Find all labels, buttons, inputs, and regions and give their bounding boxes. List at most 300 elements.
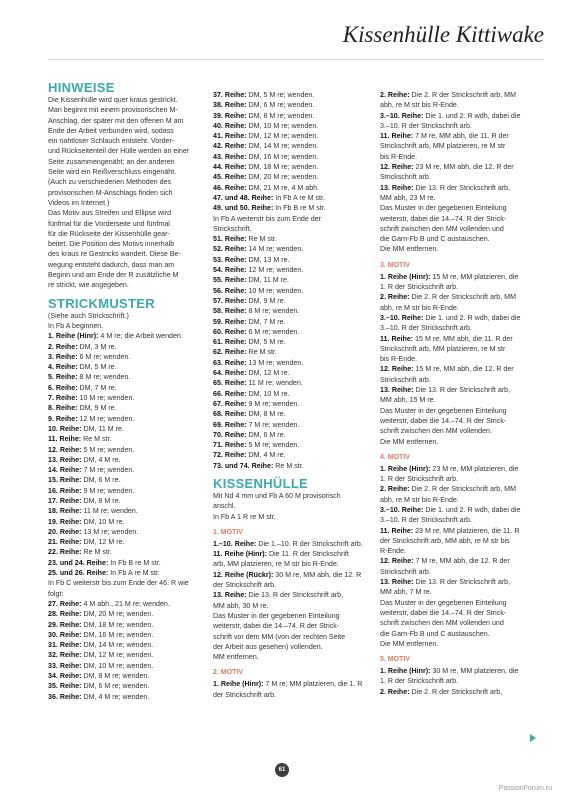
instruction-row bbox=[213, 306, 365, 316]
row-text: In Fb A weiterstr bis zum Ende der bbox=[213, 214, 322, 223]
row-text: 15 M re, MM abh, die 12. R der bbox=[413, 365, 514, 374]
row-text: 5 M re; wenden. bbox=[81, 445, 135, 454]
instruction-row bbox=[213, 244, 365, 254]
text-line bbox=[380, 203, 538, 213]
row-text: DM, 18 M re; wenden. bbox=[81, 620, 154, 629]
row-label: 10. Reihe: bbox=[48, 424, 82, 433]
row-text: Die 2. R der Strickschrift arb, bbox=[409, 687, 503, 696]
row-label: 67. Reihe: bbox=[213, 399, 247, 408]
instruction-row bbox=[213, 172, 365, 182]
instruction-row bbox=[380, 183, 538, 193]
row-label: 29. Reihe: bbox=[48, 620, 82, 629]
instruction-row bbox=[380, 292, 538, 302]
instruction-row bbox=[48, 475, 200, 485]
text-column-left bbox=[48, 80, 200, 702]
instruction-row bbox=[48, 661, 200, 671]
row-text: MM entfernen. bbox=[213, 653, 259, 662]
row-text: DM, 18 M re; wenden. bbox=[246, 163, 319, 172]
row-text: Strickschrift arb, MM platzieren, re M str bbox=[380, 344, 506, 353]
row-label: 8. Reihe: bbox=[48, 404, 78, 413]
row-label: 4. Reihe: bbox=[48, 363, 78, 372]
text-line bbox=[380, 406, 538, 416]
watermark: PassionForum.ru bbox=[498, 785, 552, 792]
text-line bbox=[213, 652, 365, 662]
row-text: Die 1.–10. R der Strickschrift arb. bbox=[256, 539, 363, 548]
instruction-row bbox=[48, 383, 200, 393]
text-line bbox=[48, 219, 200, 229]
row-label: 14. Reihe: bbox=[48, 466, 82, 475]
page-number: 61 bbox=[275, 763, 289, 777]
row-label: 35. Reihe: bbox=[48, 682, 82, 691]
instruction-row bbox=[380, 464, 538, 474]
row-label: 12. Reihe (Rückr): bbox=[213, 570, 274, 579]
text-line bbox=[380, 344, 538, 354]
row-text: DM, 3 M re. bbox=[77, 342, 117, 351]
row-text: Die 13. R der Strickschrift arb, bbox=[413, 578, 511, 587]
instruction-row bbox=[380, 272, 538, 282]
row-label: 60. Reihe: bbox=[213, 327, 247, 336]
text-line bbox=[213, 224, 365, 234]
row-label: 1. Reihe (Hinr): bbox=[213, 680, 264, 689]
instruction-row bbox=[48, 424, 200, 434]
row-text: für die Rückseite der Kissenhülle gear- bbox=[48, 229, 170, 238]
instruction-row bbox=[48, 640, 200, 650]
row-text: DM, 16 M re; wenden. bbox=[246, 152, 319, 161]
row-text: In Fb A re M str. bbox=[108, 569, 160, 578]
row-text: DM, 12 M re; wenden. bbox=[246, 132, 319, 141]
row-label: 71. Reihe: bbox=[213, 441, 247, 450]
instruction-row bbox=[380, 334, 538, 344]
motif-heading: 4. MOTIV bbox=[380, 453, 410, 461]
text-line bbox=[380, 100, 538, 110]
instruction-row bbox=[48, 650, 200, 660]
text-line bbox=[380, 323, 538, 333]
row-text: Ende der Arbeit verbunden wird, sodass bbox=[48, 126, 174, 135]
row-label: 52. Reihe: bbox=[213, 245, 247, 254]
row-text: MM abh, 30 M re. bbox=[213, 601, 269, 610]
row-text: In Fb A 1 R re M str. bbox=[213, 512, 276, 521]
row-text: 3.–10. R der Strickschrift arb. bbox=[380, 324, 472, 333]
instruction-row bbox=[380, 385, 538, 395]
row-label: 9. Reihe: bbox=[48, 414, 78, 423]
text-line bbox=[48, 321, 200, 331]
row-text: 7 M re; wenden. bbox=[81, 466, 135, 475]
text-line bbox=[380, 536, 538, 546]
instruction-row bbox=[213, 358, 365, 368]
row-text: 23 M re, MM abh, die 12. R der bbox=[413, 163, 514, 172]
row-text: Strickschrift arb. bbox=[380, 567, 431, 576]
row-text: Die 2. R der Strickschrift arb, MM bbox=[409, 91, 517, 99]
row-text: wegung entsteht dadurch, dass man am bbox=[48, 260, 175, 269]
text-line bbox=[213, 491, 365, 501]
row-label: 6. Reihe: bbox=[48, 383, 78, 392]
instruction-row bbox=[48, 599, 200, 609]
instruction-row bbox=[213, 570, 365, 580]
row-label: 11. Reihe: bbox=[380, 334, 414, 343]
row-text: DM, 9 M re. bbox=[246, 296, 286, 305]
text-line bbox=[380, 546, 538, 556]
motif-heading: 1. MOTIV bbox=[213, 528, 243, 536]
row-text: 11 M re; wenden. bbox=[81, 507, 138, 516]
text-line bbox=[48, 208, 200, 218]
instruction-row bbox=[48, 352, 200, 362]
row-label: 38. Reihe: bbox=[213, 101, 247, 110]
row-text: DM, 14 M re; wenden. bbox=[81, 641, 154, 650]
instruction-row bbox=[48, 455, 200, 465]
row-label: 3.–10. Reihe: bbox=[380, 505, 424, 514]
row-label: 19. Reihe: bbox=[48, 517, 82, 526]
instruction-row bbox=[213, 152, 365, 162]
text-line bbox=[48, 270, 200, 280]
row-text: DM, 9 M re. bbox=[77, 404, 117, 413]
row-text: DM, 12 M re; wenden. bbox=[81, 651, 154, 660]
row-label: 64. Reihe: bbox=[213, 369, 247, 378]
row-label: 36. Reihe: bbox=[48, 692, 82, 701]
row-text: 7 M re, MM abh, die 12. R der bbox=[413, 557, 510, 566]
row-text: weiterstr, dabei die 14.–74. R der Strick- bbox=[380, 214, 507, 223]
instruction-row bbox=[380, 687, 538, 697]
row-text: 6 M re; wenden. bbox=[246, 327, 300, 336]
text-line bbox=[48, 260, 200, 270]
row-label: 1.–10. Reihe: bbox=[213, 539, 257, 548]
instruction-row bbox=[213, 430, 365, 440]
row-text: In Fb B re M str. bbox=[273, 204, 326, 213]
text-line bbox=[380, 587, 538, 597]
instruction-row bbox=[213, 327, 365, 337]
instruction-row bbox=[213, 203, 365, 213]
text-line bbox=[213, 559, 365, 569]
instruction-row bbox=[213, 389, 365, 399]
text-line bbox=[213, 642, 365, 652]
row-text: Die 1. und 2. R wdh, dabei die bbox=[423, 111, 521, 120]
text-line bbox=[380, 395, 538, 405]
row-label: 54. Reihe: bbox=[213, 266, 247, 275]
instruction-row bbox=[213, 337, 365, 347]
row-text: 10 M re; wenden. bbox=[77, 394, 135, 403]
text-line bbox=[213, 690, 365, 700]
motif-heading: 5. MOTIV bbox=[380, 656, 410, 664]
instruction-row bbox=[48, 568, 200, 578]
row-text: 3.–10. R der Strickschrift arb. bbox=[380, 516, 472, 525]
text-line bbox=[380, 618, 538, 628]
instruction-row bbox=[380, 666, 538, 676]
text-line bbox=[380, 121, 538, 131]
row-text: DM, 4 M re. bbox=[81, 455, 121, 464]
row-text: DM, 10 M re; wenden. bbox=[81, 661, 154, 670]
row-text: DM, 4 M re; wenden. bbox=[81, 692, 150, 701]
text-line bbox=[380, 629, 538, 639]
text-line bbox=[380, 152, 538, 162]
row-text: DM, 14 M re; wenden. bbox=[246, 142, 319, 151]
row-text: die Garn-Fb B und C austauschen. bbox=[380, 235, 490, 244]
row-label: 16. Reihe: bbox=[48, 486, 82, 495]
instruction-row bbox=[213, 162, 365, 172]
text-line bbox=[380, 354, 538, 364]
instruction-row bbox=[213, 378, 365, 388]
instruction-row bbox=[48, 362, 200, 372]
instruction-row bbox=[213, 409, 365, 419]
instruction-row bbox=[380, 111, 538, 121]
text-line bbox=[48, 280, 200, 290]
text-line bbox=[380, 141, 538, 151]
row-text: Die 13. R der Strickschrift arb, bbox=[413, 386, 511, 395]
row-text: der Arbeit aus gesehen) vollenden. bbox=[213, 642, 323, 651]
row-text: weiterstr, dabei die 14.–74. R der Strick- bbox=[380, 608, 507, 617]
row-label: 59. Reihe: bbox=[213, 317, 247, 326]
row-text: 8 M re; wenden. bbox=[77, 373, 131, 382]
row-text: 1. R der Strickschrift arb. bbox=[380, 283, 459, 292]
row-label: 13. Reihe: bbox=[213, 591, 247, 600]
row-label: 42. Reihe: bbox=[213, 142, 247, 151]
row-text: schrift zwischen den MM vollenden und bbox=[380, 224, 504, 233]
row-text: DM, 8 M re. bbox=[246, 410, 286, 419]
row-text: 12 M re; wenden. bbox=[77, 414, 135, 423]
row-label: 1. Reihe (Hinr): bbox=[48, 332, 99, 341]
text-line bbox=[380, 495, 538, 505]
text-line bbox=[380, 676, 538, 686]
text-line bbox=[380, 416, 538, 426]
row-label: 61. Reihe: bbox=[213, 338, 247, 347]
instruction-row bbox=[380, 556, 538, 566]
row-label: 41. Reihe: bbox=[213, 132, 247, 141]
row-text: Die 1. und 2. R wdh, dabei die bbox=[423, 313, 521, 322]
instruction-row bbox=[213, 193, 365, 203]
row-label: 49. und 50. Reihe: bbox=[213, 204, 274, 213]
row-text: 13 M re; wenden. bbox=[246, 358, 304, 367]
row-label: 37. Reihe: bbox=[213, 91, 247, 99]
row-label: 65. Reihe: bbox=[213, 379, 247, 388]
instruction-row bbox=[48, 506, 200, 516]
instruction-row bbox=[48, 331, 200, 341]
row-text: Videos im Internet.) bbox=[48, 198, 110, 207]
instruction-row bbox=[213, 100, 365, 110]
row-text: DM, 13 M re. bbox=[246, 255, 290, 264]
row-text: Re M str. bbox=[81, 435, 112, 444]
row-text: DM, 6 M re. bbox=[246, 430, 286, 439]
text-line bbox=[48, 116, 200, 126]
row-text: Die 1. und 2. R wdh, dabei die bbox=[423, 505, 521, 514]
row-text: weiterstr, dabei die 14.–74. R der Strick- bbox=[213, 622, 340, 631]
instruction-row bbox=[213, 275, 365, 285]
row-text: des kraus re Gestricks wandert. Diese Be- bbox=[48, 250, 181, 259]
row-text: 1. R der Strickschrift arb. bbox=[380, 475, 459, 484]
instruction-row bbox=[48, 342, 200, 352]
section-heading: HINWEISE bbox=[48, 80, 115, 95]
row-text: 4 M abh., 21 M re; wenden. bbox=[81, 599, 170, 608]
row-text: 8 M re; wenden. bbox=[246, 307, 300, 316]
row-label: 25. und 26. Reihe: bbox=[48, 569, 109, 578]
row-text: Strickschrift. bbox=[213, 224, 252, 233]
row-text: DM, 10 M re. bbox=[81, 517, 125, 526]
row-text: DM, 16 M re; wenden. bbox=[81, 630, 154, 639]
text-line bbox=[48, 188, 200, 198]
text-line bbox=[48, 589, 200, 599]
row-text: 4 M re; die Arbeit wenden. bbox=[98, 332, 183, 341]
row-text: Mit Nd 4 mm und Fb A 60 M provisorisch bbox=[213, 491, 341, 500]
instruction-row bbox=[213, 255, 365, 265]
row-text: 23 M re, MM platzieren, die bbox=[430, 464, 519, 473]
row-text: DM, 10 M re; wenden. bbox=[246, 121, 319, 130]
row-text: Seite wird ein Reißverschluss eingenäht. bbox=[48, 168, 177, 177]
instruction-row bbox=[213, 440, 365, 450]
row-text: 30 M re, MM abh, die 12. R bbox=[273, 570, 362, 579]
row-text: schrift vor dem MM (von der rechten Seite bbox=[213, 632, 346, 641]
row-text: 15 M re, MM platzieren, die bbox=[430, 272, 519, 281]
text-line bbox=[380, 474, 538, 484]
row-label: 3.–10. Reihe: bbox=[380, 313, 424, 322]
row-text: Strickschrift arb. bbox=[380, 173, 431, 182]
row-label: 1. Reihe (Hinr): bbox=[380, 667, 431, 676]
instruction-row bbox=[213, 539, 365, 549]
row-label: 46. Reihe: bbox=[213, 183, 247, 192]
instruction-row bbox=[48, 445, 200, 455]
row-text: DM, 20 M re; wenden. bbox=[246, 173, 319, 182]
row-text: Die MM entfernen. bbox=[380, 639, 439, 648]
row-text: die Garn-Fb B und C austauschen. bbox=[380, 629, 490, 638]
text-line bbox=[380, 375, 538, 385]
row-text: DM, 5 M re. bbox=[246, 338, 286, 347]
row-label: 12. Reihe: bbox=[380, 365, 414, 374]
row-text: DM, 11 M re. bbox=[246, 276, 289, 285]
instruction-row bbox=[213, 399, 365, 409]
row-text: Die 13. R der Strickschrift arb, bbox=[246, 591, 344, 600]
row-text: Das Muster in der gegebenen Einteilung bbox=[380, 598, 507, 607]
row-label: 13. Reihe: bbox=[380, 183, 414, 192]
row-text: In Fb B re M str. bbox=[108, 558, 161, 567]
text-line bbox=[48, 311, 200, 321]
row-label: 72. Reihe: bbox=[213, 451, 247, 460]
instruction-row bbox=[213, 450, 365, 460]
row-label: 3. Reihe: bbox=[48, 352, 78, 361]
row-text: Anschlag, der später mit den offenen M am bbox=[48, 116, 184, 125]
row-text: Die MM entfernen. bbox=[380, 245, 439, 254]
row-text: Die 2. R der Strickschrift arb, MM bbox=[409, 485, 517, 494]
row-label: 58. Reihe: bbox=[213, 307, 247, 316]
row-text: 1. R der Strickschrift arb. bbox=[380, 677, 459, 686]
row-text: MM abh, 7 M re. bbox=[380, 588, 432, 597]
row-text: 23 M re, MM platzieren, die 11. R bbox=[413, 526, 520, 535]
row-text: Das Muster in der gegebenen Einteilung bbox=[380, 204, 507, 213]
row-text: In Fb A re M str. bbox=[273, 193, 325, 202]
instruction-row bbox=[213, 234, 365, 244]
text-line bbox=[213, 621, 365, 631]
instruction-row bbox=[48, 692, 200, 702]
row-text: DM, 12 M re. bbox=[81, 538, 125, 547]
row-text: abh, re M str bis R-Ende. bbox=[380, 495, 459, 504]
motif-heading: 3. MOTIV bbox=[380, 261, 410, 269]
text-line bbox=[380, 282, 538, 292]
row-text: DM, 10 M re. bbox=[246, 389, 290, 398]
row-label: 73. und 74. Reihe: bbox=[213, 461, 274, 470]
row-text: DM, 8 M re; wenden. bbox=[246, 111, 315, 120]
row-label: 63. Reihe: bbox=[213, 358, 247, 367]
row-text: DM, 4 M re. bbox=[246, 451, 286, 460]
row-label: 33. Reihe: bbox=[48, 661, 82, 670]
instruction-row bbox=[48, 681, 200, 691]
section-heading: KISSENHÜLLE bbox=[213, 475, 309, 491]
text-line bbox=[48, 167, 200, 177]
row-label: 22. Reihe: bbox=[48, 548, 82, 557]
row-text: anschl. bbox=[213, 502, 236, 511]
row-text: 5 M re; wenden. bbox=[246, 441, 300, 450]
row-text: Das Muster in der gegebenen Einteilung bbox=[380, 406, 507, 415]
row-label: 66. Reihe: bbox=[213, 389, 247, 398]
instruction-row bbox=[48, 537, 200, 547]
row-text: DM, 12 M re. bbox=[246, 369, 290, 378]
row-text: (Siehe auch Strickschrift.) bbox=[48, 311, 129, 320]
instruction-row bbox=[380, 131, 538, 141]
instruction-row bbox=[213, 286, 365, 296]
row-text: DM, 6 M re. bbox=[81, 476, 121, 485]
instruction-row bbox=[380, 577, 538, 587]
row-text: DM, 8 M re; wenden. bbox=[81, 672, 150, 681]
row-label: 45. Reihe: bbox=[213, 173, 247, 182]
text-line bbox=[380, 303, 538, 313]
instruction-row bbox=[213, 590, 365, 600]
row-label: 69. Reihe: bbox=[213, 420, 247, 429]
row-label: 32. Reihe: bbox=[48, 651, 82, 660]
page-title: Kissenhülle Kittiwake bbox=[342, 22, 544, 47]
row-label: 2. Reihe: bbox=[48, 342, 78, 351]
row-label: 56. Reihe: bbox=[213, 286, 247, 295]
row-text: bis R-Ende. bbox=[380, 355, 418, 364]
text-line bbox=[380, 639, 538, 649]
instruction-row bbox=[213, 121, 365, 131]
text-line bbox=[213, 611, 365, 621]
row-label: 11. Reihe (Hinr): bbox=[213, 550, 268, 559]
row-label: 20. Reihe: bbox=[48, 527, 82, 536]
row-text: Strickschrift arb. bbox=[380, 375, 431, 384]
row-label: 53. Reihe: bbox=[213, 255, 247, 264]
instruction-row bbox=[213, 368, 365, 378]
text-line bbox=[213, 512, 365, 522]
row-text: Re M str. bbox=[246, 348, 277, 357]
row-label: 23. und 24. Reihe: bbox=[48, 558, 109, 567]
row-label: 57. Reihe: bbox=[213, 296, 247, 305]
row-text: DM, 11 M re. bbox=[81, 424, 124, 433]
row-text: Das Muster in der gegebenen Einteilung bbox=[213, 611, 340, 620]
row-label: 2. Reihe: bbox=[380, 485, 410, 494]
row-text: 12 M re; wenden. bbox=[246, 266, 304, 275]
text-line bbox=[380, 214, 538, 224]
row-label: 13. Reihe: bbox=[380, 578, 414, 587]
instruction-row bbox=[48, 558, 200, 568]
row-label: 27. Reihe: bbox=[48, 599, 82, 608]
instruction-row bbox=[48, 434, 200, 444]
row-text: 14 M re; wenden. bbox=[246, 245, 304, 254]
instruction-row bbox=[380, 505, 538, 515]
row-label: 55. Reihe: bbox=[213, 276, 247, 285]
row-label: 31. Reihe: bbox=[48, 641, 82, 650]
text-line bbox=[48, 229, 200, 239]
row-label: 5. Reihe: bbox=[48, 373, 78, 382]
row-text: schrift zwischen den MM vollenden und bbox=[380, 619, 504, 628]
row-label: 2. Reihe: bbox=[380, 91, 410, 99]
row-label: 21. Reihe: bbox=[48, 538, 82, 547]
text-line bbox=[213, 214, 365, 224]
instruction-row bbox=[380, 313, 538, 323]
instruction-row bbox=[48, 372, 200, 382]
text-line bbox=[380, 244, 538, 254]
row-text: Die Kissenhülle wird quer kraus gestrickt. bbox=[48, 96, 178, 104]
row-text: Die 13. R der Strickschrift arb, bbox=[413, 183, 511, 192]
row-text: 11 M re; wenden. bbox=[246, 379, 303, 388]
row-text: DM, 6 M re; wenden. bbox=[246, 101, 315, 110]
row-label: 11. Reihe: bbox=[380, 132, 414, 141]
text-line bbox=[48, 239, 200, 249]
instruction-row bbox=[48, 527, 200, 537]
row-label: 12. Reihe: bbox=[380, 557, 414, 566]
